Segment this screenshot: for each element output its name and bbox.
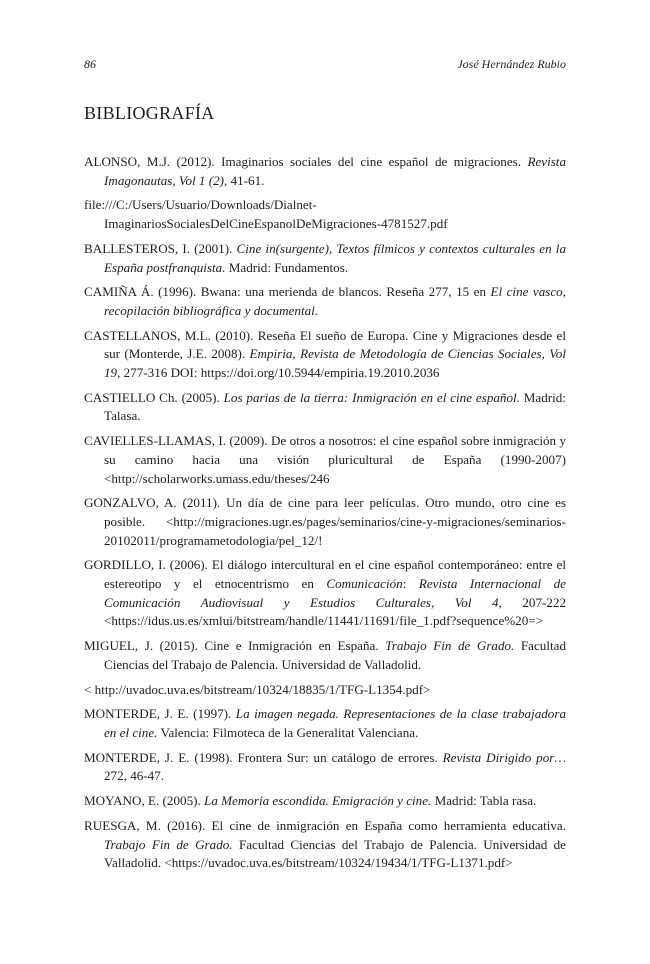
bibliography-entry <box>84 556 566 631</box>
bibliography-list <box>84 153 566 879</box>
entry-text: GONZALVO, A. (2011). Un día de cine para leer películas. Otro mundo, otro cine es posible. <http://migraciones.ugr.es/pages/seminarios/cine-y-migraciones/seminarios-20102011/programametodologia/pel_12/! <box>84 495 566 548</box>
entry-italic-text: Comunicación <box>326 576 403 592</box>
bibliography-entry <box>84 327 566 383</box>
bibliography-entry <box>84 153 566 190</box>
entry-text: BALLESTEROS, I. (2001). <box>84 240 237 256</box>
entry-text: MONTERDE, J. E. (1997). <box>84 706 236 722</box>
bibliography-entry <box>84 389 566 426</box>
bibliography-entry <box>84 196 566 233</box>
entry-text: : <box>402 576 419 592</box>
entry-italic-text: Trabajo Fin de Grado. <box>385 638 515 654</box>
document-page <box>84 0 566 964</box>
entry-italic-text: El cine vasco, recopilación bibliográfica y documental. <box>104 284 566 318</box>
entry-text: MOYANO, E. (2005). <box>84 793 205 809</box>
entry-text: GORDILLO, I. (2006). El diálogo intercultural en el cine español contemporáneo: entre el estereotipo y el etnocentrismo en <box>84 557 566 592</box>
running-author: José Hernández Rubio <box>457 57 566 71</box>
entry-text: file:///C:/Users/Usuario/Downloads/Dialnet-ImaginariosSocialesDelCineEspanolDeMigraciones-4781527.pdf <box>84 197 448 232</box>
entry-text: Facultad Ciencias del Trabajo de Palencia. Universidad de Valladolid. <https://uvadoc.uva.es/bitstream/10324/19434/1/TFG-L1371.pdf> <box>104 836 566 871</box>
entry-italic-text: Los parias de la tierra: Inmigración en el cine español. <box>223 389 520 405</box>
entry-italic-text: La imagen negada. Representaciones de la clase trabajadora en el cine. <box>104 706 566 740</box>
entry-italic-text: Revista Dirigido por… <box>442 749 566 765</box>
section-title: BIBLIOGRAFÍA <box>84 103 215 123</box>
bibliography-entry <box>84 283 566 320</box>
entry-text: MONTERDE, J. E. (1998). Frontera Sur: un catálogo de errores. <box>84 749 443 765</box>
entry-italic-text: Trabajo Fin de Grado. <box>104 836 233 852</box>
entry-text: < http://uvadoc.uva.es/bitstream/10324/18835/1/TFG-L1354.pdf> <box>84 681 431 697</box>
entry-text: 207-222 <https://idus.us.es/xmlui/bitstream/handle/11441/11691/file_1.pdf?sequence%20=> <box>104 594 567 629</box>
entry-italic-text: Revista Imagonautas, Vol 1 (2), <box>104 154 566 188</box>
entry-italic-text: Cine in(surgente), Textos fílmicos y contextos culturales en la España postfranquista. <box>104 240 566 275</box>
entry-text: CAMIÑA Á. (1996). Bwana: una merienda de blancos. Reseña 277, 15 en <box>84 284 491 300</box>
bibliography-entry <box>84 705 566 742</box>
entry-text: CASTELLANOS, M.L. (2010). Reseña El sueño de Europa. Cine y Migraciones desde el sur (Monterde, J.E. 2008). <box>84 327 566 362</box>
entry-text: ALONSO, M.J. (2012). Imaginarios sociales del cine español de migraciones. <box>84 154 528 169</box>
entry-text: 41-61. <box>227 172 265 188</box>
entry-text: RUESGA, M. (2016). El cine de inmigración en España como herramienta educativa. <box>84 817 566 833</box>
entry-text: Madrid: Tabla rasa. <box>431 793 537 809</box>
entry-text: Madrid: Fundamentos. <box>225 259 349 275</box>
bibliography-entry <box>84 240 566 277</box>
entry-text: Facultad Ciencias del Trabajo de Palencia. Universidad de Valladolid. <box>104 638 566 672</box>
page-number: 86 <box>84 57 96 71</box>
bibliography-entry <box>84 637 566 674</box>
entry-text: 277-316 DOI: https://doi.org/10.5944/empiria.19.2010.2036 <box>120 365 440 381</box>
bibliography-entry <box>84 817 566 873</box>
bibliography-entry <box>84 432 566 488</box>
bibliography-entry <box>84 494 566 550</box>
entry-text: Valencia: Filmoteca de la Generalitat Valenciana. <box>157 724 419 740</box>
entry-italic-text: Revista Internacional de Comunicación Audiovisual y Estudios Culturales, Vol 4, <box>104 576 566 610</box>
bibliography-entry <box>84 749 566 786</box>
entry-text: CASTIELLO Ch. (2005). <box>84 389 224 405</box>
entry-text: MIGUEL, J. (2015). Cine e Inmigración en España. <box>84 638 386 654</box>
bibliography-entry <box>84 681 566 700</box>
entry-text: 272, 46-47. <box>104 768 165 784</box>
entry-italic-text: Empiria, Revista de Metodología de Ciencias Sociales, Vol 19, <box>104 346 566 381</box>
entry-italic-text: La Memoria escondida. Emigración y cine. <box>204 793 432 809</box>
entry-text: CAVIELLES-LLAMAS, I. (2009). De otros a nosotros: el cine español sobre inmigración y su camino hacia una visión pluricultural de España (1990-2007) <http://scholarworks.umass.edu/theses/246 <box>84 433 566 486</box>
running-head <box>84 57 566 73</box>
bibliography-entry <box>84 792 566 811</box>
entry-text: Madrid: Talasa. <box>104 389 566 424</box>
